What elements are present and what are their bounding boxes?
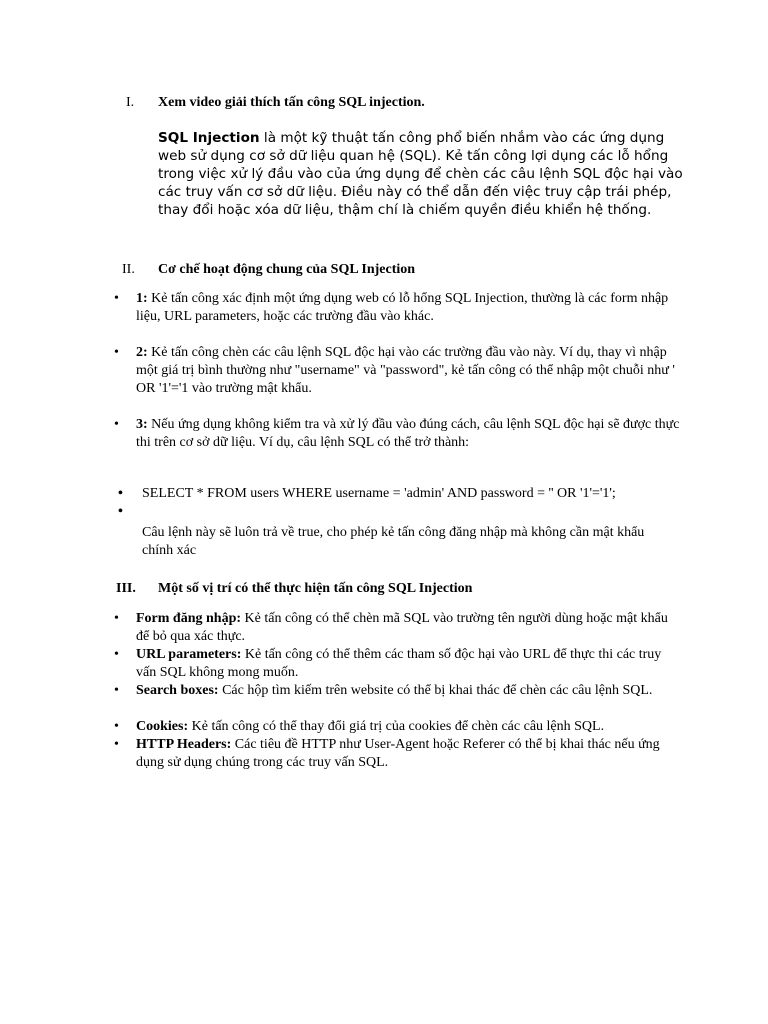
vector-text: Các hộp tìm kiếm trên website có thể bị khai thác để chèn các câu lệnh SQL. (218, 683, 653, 698)
vector-label: URL parameters: (136, 647, 242, 662)
step-text: Nếu ứng dụng không kiểm tra và xử lý đầu vào đúng cách, câu lệnh SQL độc hại sẽ được thực thi trên cơ sở dữ liệu. Ví dụ, câu lệnh SQL có thể trở thành: (136, 417, 680, 450)
vector-text: Các tiêu đề HTTP như User-Agent hoặc Referer có thể bị khai thác nếu ứng dụng sử dụng chúng trong các truy vấn SQL. (136, 737, 660, 770)
attack-vector-list (114, 610, 681, 780)
step-label: 1: (136, 291, 148, 306)
list-item (114, 290, 681, 326)
vector-text: Kẻ tấn công có thể thêm các tham số độc hại vào URL để thực thi các truy vấn SQL không mong muốn. (136, 647, 662, 680)
section-3-heading (116, 580, 686, 598)
list-item (114, 646, 681, 682)
bullet-icon: • (114, 417, 119, 432)
sql-example (118, 485, 687, 565)
bullet-icon: • (114, 737, 119, 752)
definition-text: là một kỹ thuật tấn công phổ biến nhắm vào các ứng dụng web sử dụng cơ sở dữ liệu quan hệ (SQL). Kẻ tấn công lợi dụng các lỗ hổng trong việc xử lý đầu vào của ứng dụng để chèn các câu lệnh SQL độc hại vào các truy vấn cơ sở dữ liệu. Điều này có thể dẫn đến việc truy cập trái phép, thay đổi hoặc xóa dữ liệu, thậm chí là chiếm quyền điều khiển hệ thống. (158, 130, 683, 218)
vector-text: Kẻ tấn công có thể thay đổi giá trị của cookies để chèn các câu lệnh SQL. (188, 719, 605, 734)
section-3-numeral: III. (116, 581, 136, 596)
mechanism-list (114, 290, 681, 460)
list-item (114, 610, 681, 646)
section-1-heading (126, 94, 686, 112)
vector-text: Kẻ tấn công có thể chèn mã SQL vào trường tên người dùng hoặc mật khẩu để bỏ qua xác thực. (136, 611, 668, 644)
bullet-icon: • (114, 647, 119, 662)
list-item (114, 682, 681, 700)
list-item (114, 718, 681, 736)
step-text: Kẻ tấn công chèn các câu lệnh SQL độc hại vào các trường đầu vào này. Ví dụ, thay vì nhập một giá trị bình thường như "username" và "password", kẻ tấn công có thể nhập một chuỗi như ' OR '1'='1 vào trường mật khẩu. (136, 345, 675, 396)
definition-term: SQL Injection (158, 130, 260, 146)
section-2-numeral: II. (122, 262, 135, 277)
vector-label: Search boxes: (136, 683, 219, 698)
vector-label: HTTP Headers: (136, 737, 232, 752)
section-3-title: Một số vị trí có thể thực hiện tấn công SQL Injection (158, 581, 473, 596)
list-item (114, 736, 681, 772)
list-item (114, 344, 681, 398)
section-2-title: Cơ chế hoạt động chung của SQL Injection (158, 262, 416, 277)
bullet-icon: • (114, 345, 119, 360)
vector-label: Form đăng nhập: (136, 611, 242, 626)
bullet-icon: • (118, 504, 123, 519)
section-1-numeral: I. (126, 95, 135, 110)
bullet-icon: • (114, 683, 119, 698)
step-label: 2: (136, 345, 148, 360)
bullet-icon: • (114, 291, 119, 306)
step-text: Kẻ tấn công xác định một ứng dụng web có lỗ hổng SQL Injection, thường là các form nhập liệu, URL parameters, hoặc các trường đầu vào khác. (136, 291, 669, 324)
vector-label: Cookies: (136, 719, 189, 734)
sql-code-line: SELECT * FROM users WHERE username = 'admin' AND password = '' OR '1'='1'; (142, 486, 616, 501)
list-item (114, 416, 681, 452)
sql-injection-definition (158, 129, 688, 219)
bullet-icon: • (118, 486, 123, 501)
section-2-heading (122, 261, 682, 279)
sql-code-note: Câu lệnh này sẽ luôn trả về true, cho phép kẻ tấn công đăng nhập mà không cần mật khẩu chính xác (142, 525, 645, 558)
section-1-title: Xem video giải thích tấn công SQL injection. (158, 95, 425, 110)
bullet-icon: • (114, 719, 119, 734)
bullet-icon: • (114, 611, 119, 626)
step-label: 3: (136, 417, 148, 432)
